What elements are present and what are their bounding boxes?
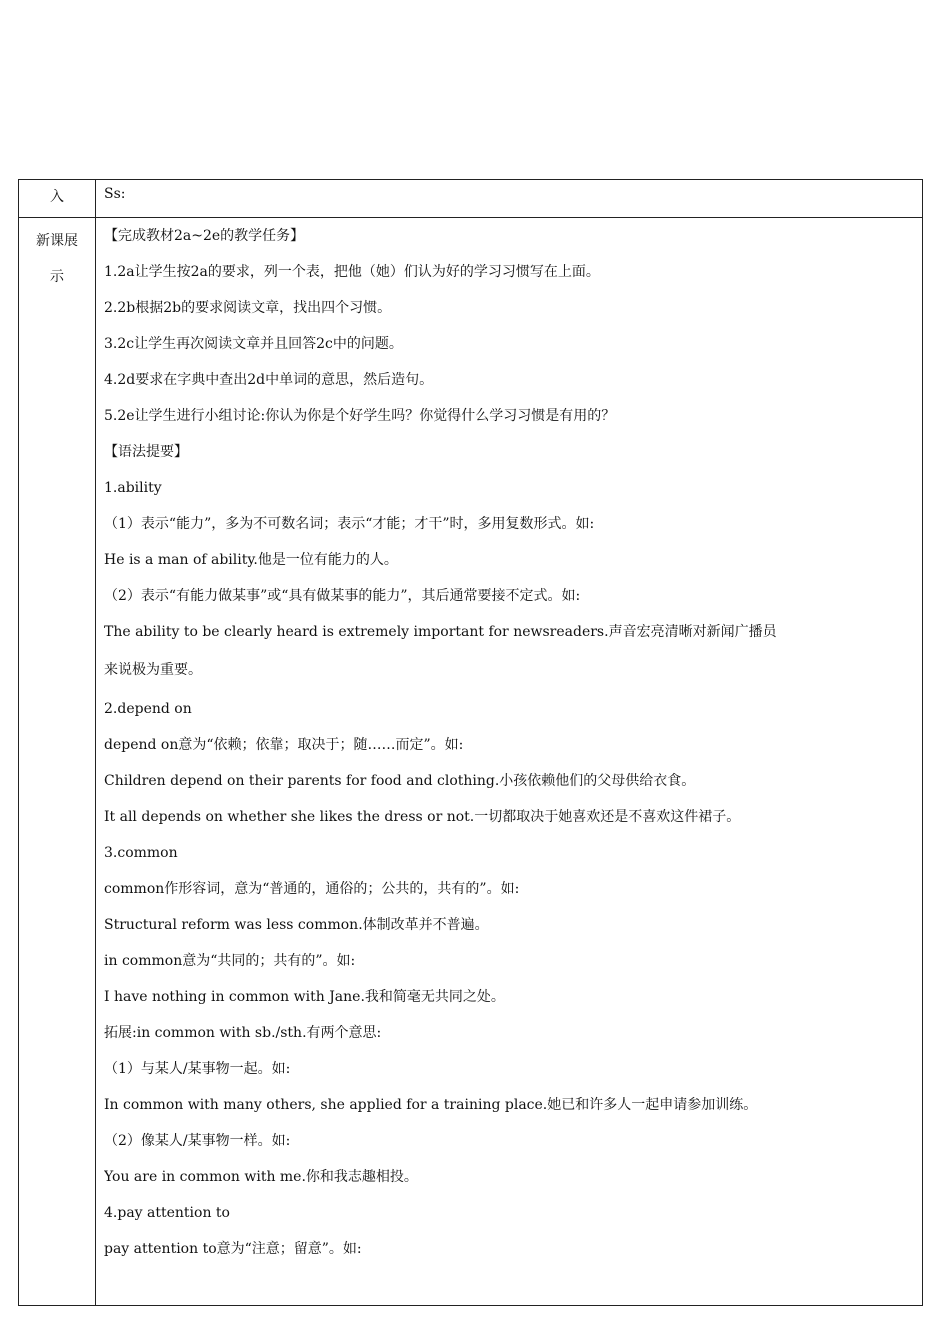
grammar-line: pay attention to意为“注意；留意”。如: bbox=[104, 1241, 362, 1257]
grammar-line: （2）像某人/某事物一样。如: bbox=[104, 1133, 291, 1149]
grammar-line: common作形容词，意为“普通的，通俗的；公共的，共有的”。如: bbox=[104, 881, 520, 897]
row-label: 入 bbox=[50, 189, 64, 205]
example-line: He is a man of ability.他是一位有能力的人。 bbox=[104, 552, 398, 568]
row-label-cell bbox=[19, 218, 96, 1306]
grammar-item-title: 3.common bbox=[104, 845, 178, 861]
example-line: The ability to be clearly heard is extremely important for newsreaders.声音宏亮清晰对新闻广播员 bbox=[104, 624, 777, 640]
example-line: It all depends on whether she likes the dress or not.一切都取决于她喜欢还是不喜欢这件裙子。 bbox=[104, 809, 741, 825]
grammar-line: （1）表示“能力”，多为不可数名词；表示“才能；才干”时，多用复数形式。如: bbox=[104, 516, 595, 532]
row-label-line: 新课展 bbox=[36, 233, 78, 249]
table-row bbox=[19, 218, 923, 1306]
row-label-line: 示 bbox=[50, 269, 64, 285]
section-heading: 【完成教材2a~2e的教学任务】 bbox=[104, 228, 305, 244]
task-line: 3.2c让学生再次阅读文章并且回答2c中的问题。 bbox=[104, 336, 403, 352]
grammar-line: 拓展:in common with sb./sth.有两个意思: bbox=[104, 1025, 382, 1041]
grammar-line: （2）表示“有能力做某事”或“具有做某事的能力”，其后通常要接不定式。如: bbox=[104, 588, 581, 604]
example-line: Structural reform was less common.体制改革并不普遍。 bbox=[104, 917, 489, 933]
row-label bbox=[19, 218, 95, 295]
task-line: 2.2b根据2b的要求阅读文章，找出四个习惯。 bbox=[104, 300, 392, 316]
row-content-cell bbox=[96, 180, 923, 218]
grammar-line: in common意为“共同的；共有的”。如: bbox=[104, 953, 356, 969]
grammar-item-title: 4.pay attention to bbox=[104, 1205, 230, 1221]
lesson-content bbox=[104, 218, 916, 1305]
example-line: You are in common with me.你和我志趣相投。 bbox=[104, 1169, 418, 1185]
grammar-item-title: 2.depend on bbox=[104, 701, 192, 717]
grammar-line: （1）与某人/某事物一起。如: bbox=[104, 1061, 291, 1077]
row-label-cell bbox=[19, 180, 96, 218]
task-line: 5.2e让学生进行小组讨论:你认为你是个好学生吗？你觉得什么学习习惯是有用的？ bbox=[104, 408, 616, 424]
example-line: 来说极为重要。 bbox=[104, 662, 202, 678]
content-line: Ss: bbox=[104, 186, 126, 202]
example-line: I have nothing in common with Jane.我和简毫无共同之处。 bbox=[104, 989, 505, 1005]
task-line: 4.2d要求在字典中查出2d中单词的意思，然后造句。 bbox=[104, 372, 434, 388]
task-line: 1.2a让学生按2a的要求，列一个表，把他（她）们认为好的学习习惯写在上面。 bbox=[104, 264, 600, 280]
lesson-plan-table bbox=[18, 179, 923, 1306]
section-heading: 【语法提要】 bbox=[104, 444, 188, 460]
example-line: Children depend on their parents for food and clothing.小孩依赖他们的父母供给衣食。 bbox=[104, 773, 696, 789]
row-content-cell bbox=[96, 218, 923, 1306]
example-line: In common with many others, she applied for a training place.她已和许多人一起申请参加训练。 bbox=[104, 1097, 758, 1113]
table-row bbox=[19, 180, 923, 218]
grammar-line: depend on意为“依赖；依靠；取决于；随……而定”。如: bbox=[104, 737, 464, 753]
grammar-item-title: 1.ability bbox=[104, 480, 162, 496]
